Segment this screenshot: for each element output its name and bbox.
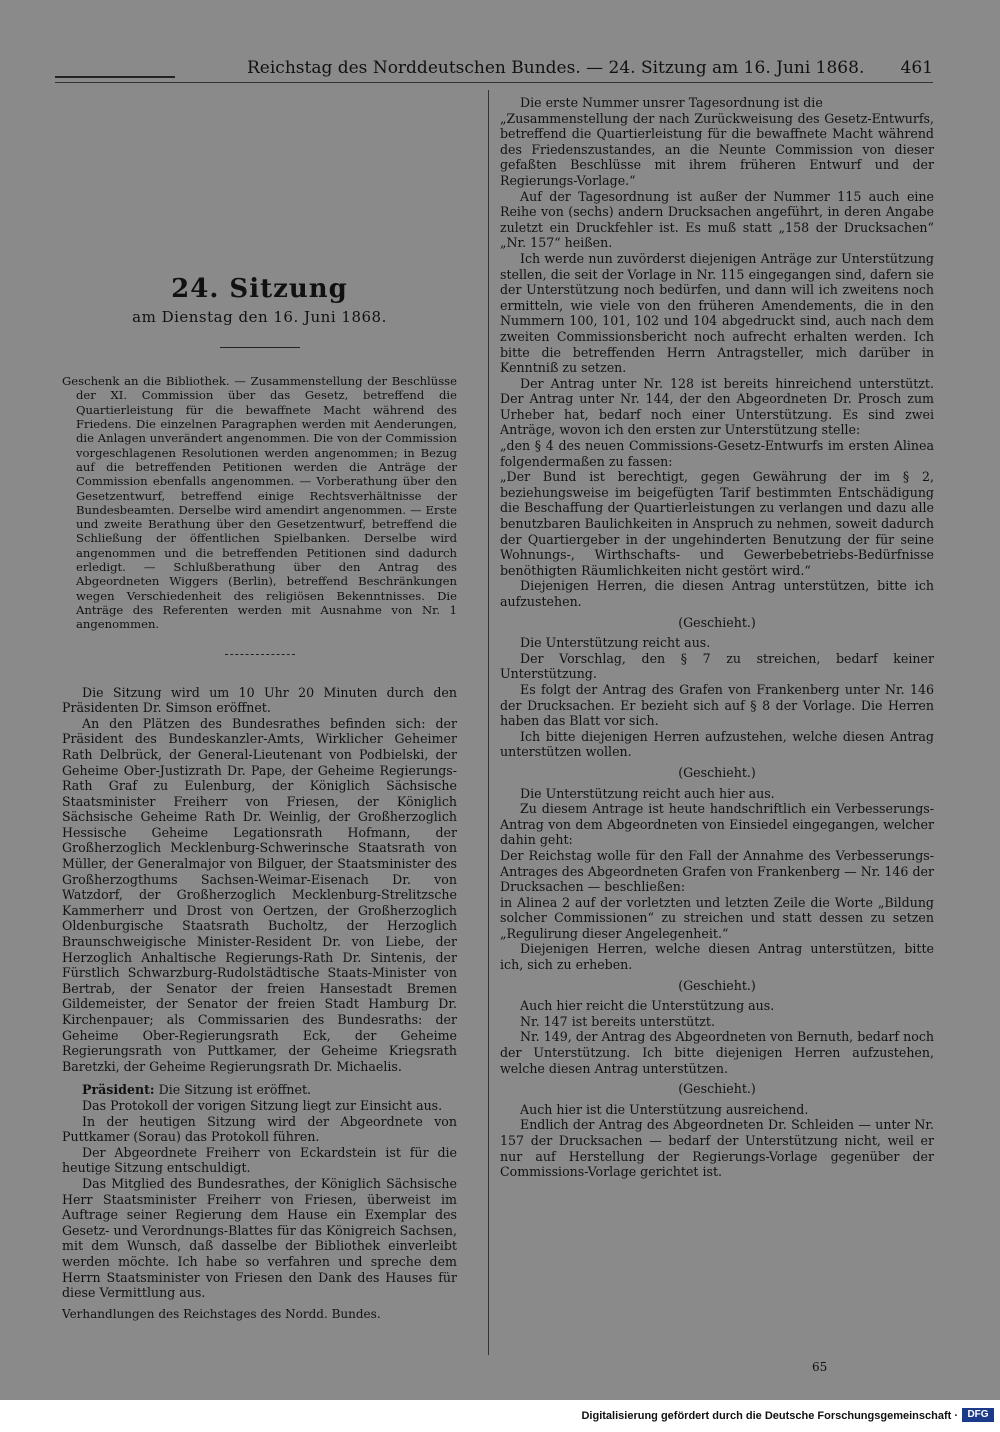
speaker-label: Präsident: xyxy=(82,1082,155,1098)
paragraph: Der Vorschlag, den § 7 zu streichen, bedarf keiner Unterstützung. xyxy=(500,650,934,682)
running-header xyxy=(55,58,933,82)
header-underline xyxy=(55,82,933,83)
footnote: Verhandlungen des Reichstages des Nordd. Bundes. xyxy=(62,1306,381,1321)
speaker-text: Die Sitzung ist eröffnet. xyxy=(158,1082,312,1098)
paragraph: Das Protokoll der vorigen Sitzung liegt zur Einsicht aus. xyxy=(82,1097,443,1113)
right-column xyxy=(500,95,934,1180)
paragraph: Die Unterstützung reicht aus. xyxy=(520,635,711,651)
divider-rule xyxy=(225,654,295,655)
dfg-logo: DFG xyxy=(962,1408,994,1422)
paragraph: Diejenigen Herren, welche diesen Antrag unterstützen, bitte ich, sich zu erheben. xyxy=(500,941,934,973)
stage-direction: (Geschieht.) xyxy=(678,764,756,780)
paragraph: Die Sitzung wird um 10 Uhr 20 Minuten durch den Präsidenten Dr. Simson eröffnet. xyxy=(62,684,457,716)
column-divider xyxy=(488,90,489,1355)
stage-direction: (Geschieht.) xyxy=(678,614,756,630)
stage-direction: (Geschieht.) xyxy=(678,1081,756,1097)
digitization-footer xyxy=(0,1400,1000,1432)
page-number: 461 xyxy=(900,58,933,78)
president-paragraph xyxy=(62,1082,457,1098)
paragraph: Auf der Tagesordnung ist außer der Nummer 115 auch eine Reihe von (sechs) andern Drucksachen angeführt, in deren Angabe zuletzt ein Druckfehler ist. Es muß statt „158 der Drucksachen“ „Nr. 157“ heißen. xyxy=(500,188,934,251)
header-rule xyxy=(55,76,175,78)
stage-direction: (Geschieht.) xyxy=(678,977,756,993)
paragraph: Zu diesem Antrage ist heute handschriftlich ein Verbesserungs-Antrag von dem Abgeordneten von Einsiedel eingegangen, welcher dahin geht: xyxy=(500,801,934,848)
paragraph: Der Abgeordnete Freiherr von Eckardstein ist für die heutige Sitzung entschuldigt. xyxy=(62,1144,457,1176)
divider-rule xyxy=(220,347,300,348)
paragraph: Die Unterstützung reicht auch hier aus. xyxy=(520,785,775,801)
quote: „Der Bund ist berechtigt, gegen Gewährung der im § 2, beziehungsweise im beigefügten Tarif bestimmten Entschädigung die Beschaffung der Quartierleistungen zu verlangen und dazu alle benutzbaren Baulichkeiten in Anspruch zu nehmen, soweit dadurch der Quartiergeber in der ungehinderten Benutzung der für seine Wohnungs-, Wirthschafts- und Gewerbebetriebs-Bedürfnisse benöthigten Räumlichkeiten nicht gestört wird.“ xyxy=(500,469,934,578)
paragraph: Ich werde nun zuvörderst diejenigen Anträge zur Unterstützung stellen, die seit der Vorlage in Nr. 115 eingegangen sind, dafern sie der Unterstützung noch bedürfen, und dann will ich zweitens noch ermitteln, wie viele von den früheren Amendements, die in den Nummern 100, 101, 102 und 104 abgedruckt sind, auch nach dem zweiten Commissionsbericht noch aufrecht erhalten werden. Ich bitte die betreffenden Herrn Antragsteller, mich darüber in Kenntniß zu setzen. xyxy=(500,250,934,376)
quote: „den § 4 des neuen Commissions-Gesetz-Entwurfs im ersten Alinea folgendermaßen zu fassen: xyxy=(500,438,934,469)
quote: in Alinea 2 auf der vorletzten und letzten Zeile die Worte „Bildung solcher Commissionen“ zu streichen und statt dessen zu setzen „Regulirung dieser Angelegenheit.“ xyxy=(500,894,934,941)
paragraph: Diejenigen Herren, die diesen Antrag unterstützen, bitte ich aufzustehen. xyxy=(500,578,934,609)
paragraph: An den Plätzen des Bundesrathes befinden sich: der Präsident des Bundeskanzler-Amts, Wirklicher Geheimer Rath Delbrück, der General-Lieutenant von Podbielski, der Geheime Ober-Justizrath Dr. Pape, der Geheime Regierungs-Rath Graf zu Eulenburg, der Königlich Sächsische Staatsminister Freiherr von Friesen, der Königlich Sächsische Geheime Rath Dr. Weinlig, der Großherzoglich Hessische Geheime Legationsrath Hofmann, der Großherzoglich Mecklenburg-Schwerinsche Staatsrath von Müller, der Generalmajor von Bilguer, der Staatsminister des Großherzogthums Sachsen-Weimar-Eisenach Dr. von Watzdorf, der Großherzoglich Mecklenburg-Strelitzsche Kammerherr und Drost von Oertzen, der Großherzoglich Oldenburgische Staatsrath Bucholtz, der Herzoglich Braunschweigische Minister-Resident Dr. von Liebe, der Herzoglich Anhaltische Regierungs-Rath Dr. Sintenis, der Fürstlich Schwarzburg-Rudolstädtische Staats-Minister von Bertrab, der Senator der freien Hansestadt Bremen Gildemeister, der Senator der freien Stadt Hamburg Dr. Kirchenpauer; als Commissarien des Bundesraths: der Geheime Ober-Regierungsrath Eck, der Geheime Regierungsrath von Puttkamer, der Geheime Kriegsrath Baretzki, der Geheime Regierungsrath Dr. Michaelis. xyxy=(62,715,457,1074)
paragraph: Auch hier reicht die Unterstützung aus. xyxy=(520,998,775,1014)
paragraph: Die erste Nummer unsrer Tagesordnung ist die xyxy=(520,95,823,110)
quote: Der Reichstag wolle für den Fall der Annahme des Verbesserungs-Antrages des Abgeordneten Grafen von Frankenberg — Nr. 146 der Drucksachen — beschließen: xyxy=(500,847,934,895)
paragraph: Das Mitglied des Bundesrathes, der Königlich Sächsische Herr Staatsminister Freiherr von Friesen, überweist im Auftrage seiner Regierung dem Hause ein Exemplar des Gesetz- und Verordnungs-Blattes für das Königreich Sachsen, mit dem Wunsch, daß dasselbe der Bibliothek einverleibt werden möchte. Ich habe so verfahren und spreche dem Herrn Staatsminister von Friesen den Dank des Hauses für diese Vermittlung aus. xyxy=(62,1175,457,1301)
paragraph: Nr. 149, der Antrag des Abgeordneten von Bernuth, bedarf noch der Unterstützung. Ich bitte diejenigen Herren aufzustehen, welche diesen Antrag unterstützen. xyxy=(500,1029,934,1076)
session-date: am Dienstag den 16. Juni 1868. xyxy=(132,307,387,326)
paragraph: In der heutigen Sitzung wird der Abgeordnete von Puttkamer (Sorau) das Protokoll führen. xyxy=(62,1113,457,1145)
session-summary xyxy=(62,374,457,631)
sheet-number: 65 xyxy=(812,1360,828,1374)
summary-text: Geschenk an die Bibliothek. — Zusammenstellung der Beschlüsse der XI. Commission über das Gesetz, betreffend die Quartierleistung für die bewaffnete Macht während des Friedens. Die einzelnen Paragraphen werden mit Aenderungen, die Anlagen unverändert angenommen. Die von der Commission vorgeschlagenen Resolutionen werden angenommen; in Bezug auf die betreffenden Petitionen werden die Anträge der Commission ebenfalls angenommen. — Vorberathung über den Gesetzentwurf, betreffend einige Rechtsverhältnisse der Bundesbeamten. Derselbe wird amendirt angenommen. — Erste und zweite Berathung über den Gesetzentwurf, betreffend die Schließung der öffentlichen Spielbanken. Derselbe wird angenommen und die betreffenden Petitionen sind dadurch erledigt. — Schlußberathung über den Antrag des Abgeordneten Wiggers (Berlin), betreffend Beschränkungen wegen Verschiedenheit des religiösen Bekenntnisses. Die Anträge des Referenten werden mit Ausnahme von Nr. 1 angenommen. xyxy=(62,374,457,632)
paragraph: Ich bitte diejenigen Herren aufzustehen, welche diesen Antrag unterstützen wollen. xyxy=(500,728,934,760)
paragraph: Der Antrag unter Nr. 128 ist bereits hinreichend unterstützt. Der Antrag unter Nr. 144, der den Abgeordneten Dr. Prosch zum Urheber hat, bedarf noch einer Unterstützung. Es sind zwei Anträge, wovon ich den ersten zur Unterstützung stelle: xyxy=(500,375,934,438)
paragraph: Es folgt der Antrag des Grafen von Frankenberg unter Nr. 146 der Drucksachen. Er bezieht sich auf § 8 der Vorlage. Die Herren haben das Blatt vor sich. xyxy=(500,681,934,729)
left-column xyxy=(62,90,457,1322)
session-title: 24. Sitzung xyxy=(171,274,348,304)
footer-credit: Digitalisierung gefördert durch die Deutsche Forschungsgemeinschaft · xyxy=(581,1410,958,1422)
quote: „Zusammenstellung der nach Zurückweisung des Gesetz-Entwurfs, betreffend die Quartierleistung für die bewaffnete Macht während des Friedenszustandes, an die Neunte Commission von dieser gefaßten Beschlüsse mit ihrem früheren Entwurf und der Regierungs-Vorlage.“ xyxy=(500,110,934,188)
paragraph: Nr. 147 ist bereits unterstützt. xyxy=(520,1013,715,1029)
paragraph: Endlich der Antrag des Abgeordneten Dr. Schleiden — unter Nr. 157 der Drucksachen — bedarf der Unterstützung nicht, weil er nur auf Herstellung der Regierungs-Vorlage gegenüber der Commissions-Vorlage gerichtet ist. xyxy=(500,1117,934,1180)
paragraph: Auch hier ist die Unterstützung ausreichend. xyxy=(520,1101,809,1117)
header-title: Reichstag des Norddeutschen Bundes. — 24. Sitzung am 16. Juni 1868. xyxy=(247,58,865,78)
